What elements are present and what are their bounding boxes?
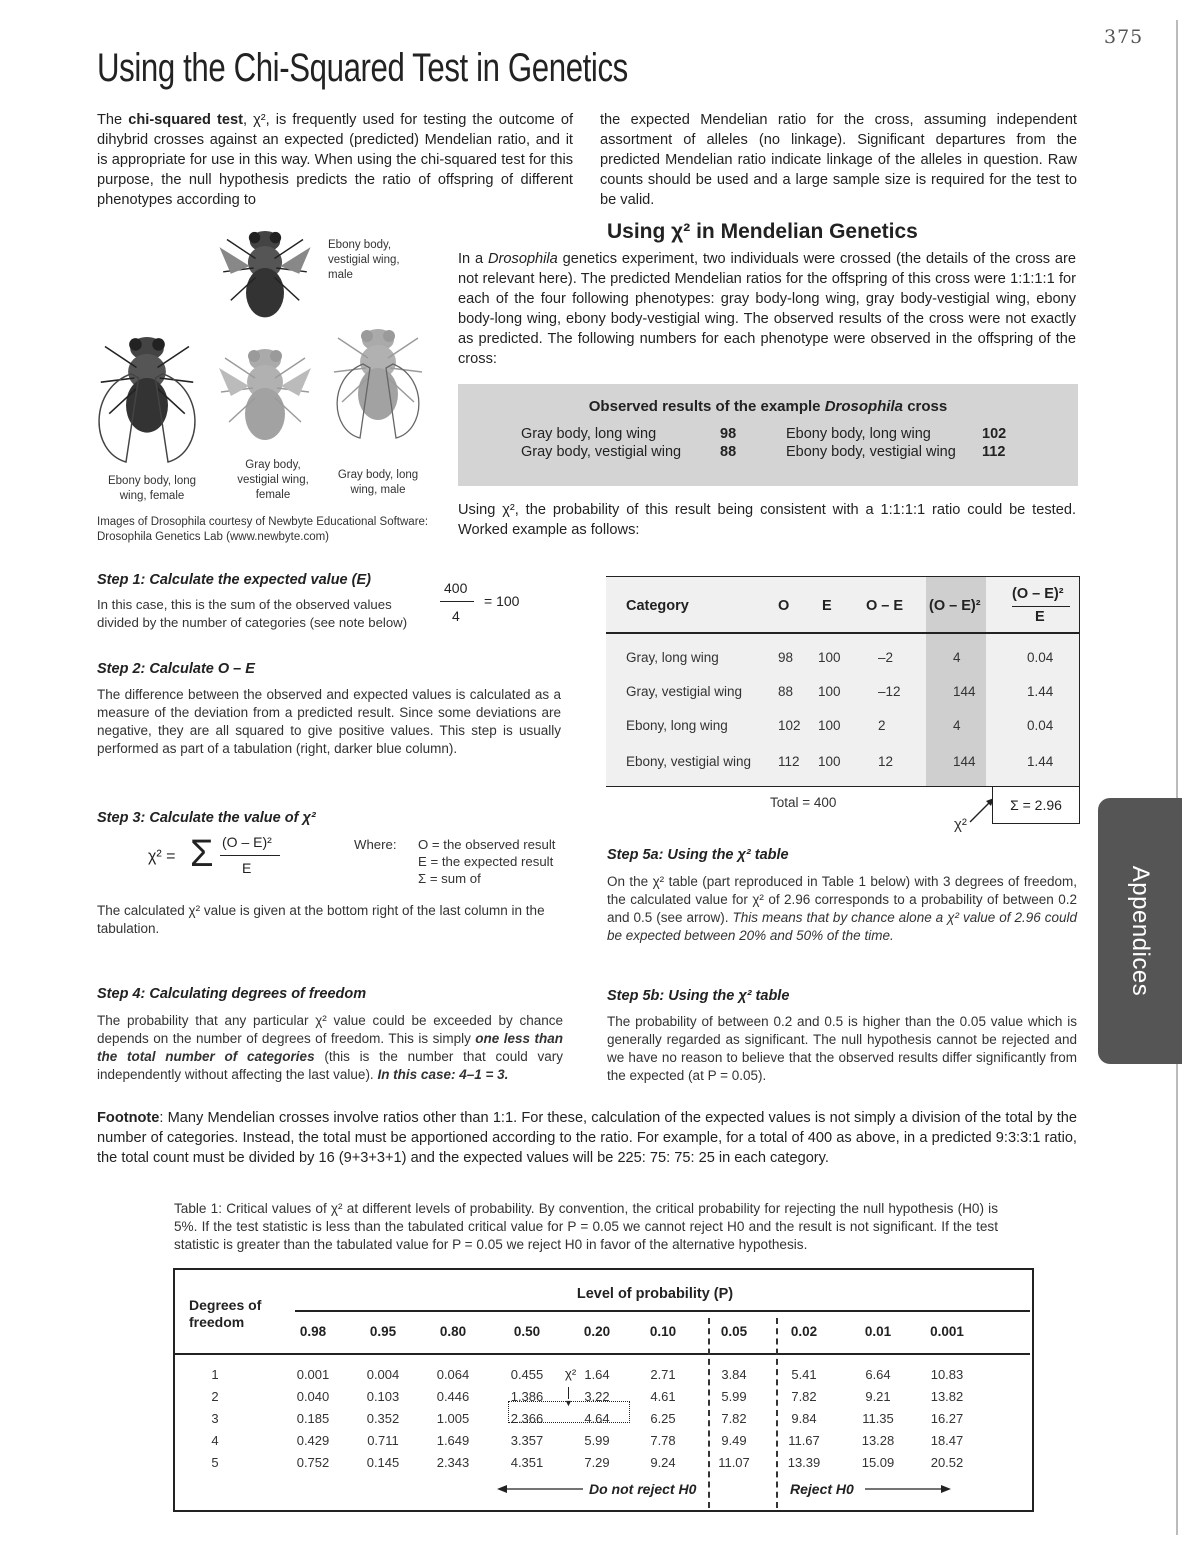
do-not-reject-arrow [495, 1482, 585, 1496]
df-cell: 2 [211, 1389, 219, 1404]
df-cell: 1 [211, 1367, 219, 1382]
formula-lhs: χ² = [148, 848, 176, 865]
critical-value-cell: 7.82 [791, 1389, 817, 1404]
step2-text: The difference between the observed and expected values is calculated as a measure of the deviation from a predicted result. Since some deviations are negative, they are all squared to give positive values. This step is usually performed as part of a tabulation (right, darker blue column). [97, 687, 561, 756]
critical-value-cell: 5.99 [721, 1389, 747, 1404]
calc-cell-o-minus-e: –2 [878, 650, 894, 665]
step2-title: Step 2: Calculate O – E [97, 661, 255, 677]
fly-gray-vestigial-female [219, 349, 311, 440]
sigma-symbol: Σ [190, 833, 214, 875]
page-number: 375 [1104, 26, 1144, 48]
critical-value-cell: 0.711 [367, 1433, 399, 1448]
calc-cell-e: 100 [818, 650, 841, 665]
critical-value-cell: 6.64 [865, 1367, 891, 1382]
critical-value-cell: 3.22 [584, 1389, 610, 1404]
chi-marker-arrowhead: ▼ [564, 1398, 573, 1408]
calc-cell-category: Ebony, vestigial wing [626, 754, 752, 769]
calc-sum-box: Σ = 2.96 [992, 786, 1080, 824]
obs-value: 112 [982, 444, 1006, 460]
step5a-text: On the χ² table (part reproduced in Table 1 below) with 3 degrees of freedom, the calculated value for χ² of 2.96 corresponds to a probability of between 0.2 and 0.5 (see arrow). This means that by chance alone a χ² value of 2.96 could be expected between 20% and 50% of the time. [607, 874, 1078, 943]
critical-value-cell: 0.752 [296, 1455, 330, 1470]
column-header: 0.95 [369, 1324, 397, 1339]
formula-fraction-bar [220, 855, 280, 856]
column-header: 0.98 [299, 1324, 327, 1339]
critical-value-cell: 7.78 [650, 1433, 676, 1448]
calc-cell-o: 112 [778, 754, 800, 769]
step1-title: Step 1: Calculate the expected value (E) [97, 572, 371, 588]
fly-mid-label: Gray body, vestigial wing, female [237, 459, 309, 501]
calc-cell-category: Ebony, long wing [626, 718, 728, 733]
critical-value-cell: 20.52 [930, 1455, 964, 1470]
reject-label: Reject H0 [790, 1481, 854, 1497]
step1-text: In this case, this is the sum of the observed values divided by the number of categories (see note below) [97, 597, 408, 630]
step1-numerator: 400 [444, 580, 468, 596]
step1-denominator: 4 [452, 608, 460, 624]
table1-caption: Table 1: Critical values of χ² at different levels of probability. By convention, the critical probability for rejecting the null hypothesis (H0) is 5%. If the test statistic is less than the tabulated critical value for P = 0.05 we cannot reject H0 and the result is not significant. If the test statistic is greater than the tabulated value for P = 0.05 we reject H0 in favor of the alternative hypothesis. [174, 1201, 998, 1252]
critical-value-cell: 2.71 [650, 1367, 676, 1382]
critical-value-cell: 0.103 [366, 1389, 400, 1404]
calc-cell-o-minus-e: –12 [878, 684, 901, 699]
critical-value-cell: 0.040 [296, 1389, 330, 1404]
critical-value-cell: 3.357 [510, 1433, 544, 1448]
critical-value-cell: 0.185 [296, 1411, 330, 1426]
critical-value-cell: 0.001 [296, 1367, 330, 1382]
critical-value-cell: 9.21 [865, 1389, 891, 1404]
critical-value-cell: 3.84 [721, 1367, 747, 1382]
fly-ebony-long-female [99, 337, 195, 462]
mendel-paragraph-2: Using χ², the probability of this result being consistent with a 1:1:1:1 ratio could be tested. Worked example as follows: [458, 502, 1076, 538]
p005-right-divider [776, 1318, 778, 1508]
df-cell: 5 [211, 1455, 219, 1470]
calc-chi-label: χ² [954, 816, 967, 833]
step5a-title: Step 5a: Using the χ² table [607, 847, 789, 863]
column-header: 0.20 [583, 1324, 611, 1339]
calc-cell-chi: 1.44 [1027, 754, 1054, 769]
column-header: 0.10 [649, 1324, 677, 1339]
fly-gray-long-male [334, 329, 422, 438]
critical-value-cell: 0.429 [296, 1433, 330, 1448]
critical-value-cell: 0.145 [366, 1455, 400, 1470]
critical-value-cell: 13.39 [787, 1455, 821, 1470]
critical-value-cell: 13.82 [930, 1389, 964, 1404]
page-title: Using the Chi-Squared Test in Genetics [97, 46, 628, 90]
obs-value: 98 [720, 426, 737, 442]
obs-label: Ebony body, long wing [786, 426, 931, 442]
critical-values-table [173, 1268, 1034, 1512]
step5b-title: Step 5b: Using the χ² table [607, 988, 790, 1004]
obs-label: Gray body, long wing [521, 426, 657, 442]
calc-cell-squared: 144 [953, 754, 976, 769]
calc-cell-category: Gray, long wing [626, 650, 719, 665]
step4-title: Step 4: Calculating degrees of freedom [97, 986, 367, 1002]
calc-cell-o: 102 [778, 718, 801, 733]
column-header: 0.01 [864, 1324, 892, 1339]
calc-header-chi-num: (O – E)² [1012, 586, 1064, 602]
critical-value-cell: 11.67 [788, 1433, 820, 1448]
critical-value-cell: 5.99 [584, 1433, 610, 1448]
calc-cell-squared: 4 [953, 650, 961, 665]
df-cell: 4 [211, 1433, 219, 1448]
chi-marker: χ² [565, 1366, 577, 1381]
calc-cell-o-minus-e: 2 [878, 718, 886, 733]
critical-value-cell: 9.84 [791, 1411, 817, 1426]
obs-label: Ebony body, vestigial wing [786, 444, 956, 460]
critical-value-cell: 13.28 [861, 1433, 895, 1448]
column-header: 0.05 [720, 1324, 748, 1339]
critical-value-cell: 6.25 [650, 1411, 676, 1426]
def-sum: Σ = sum of [418, 871, 481, 886]
footnote: Footnote: Many Mendelian crosses involve ratios other than 1:1. For these, calculation of the expected values is not simply a division of the total by the number of categories. Instead, the total must be apportioned according to the ratio. For example, for a total of 400 as above, in a predicted 9:3:3:1 ratio, the total count must be divided by 16 (9+3+3+1) and the expected values will be 225: 75: 75: 25 in each category. [97, 1110, 1077, 1166]
fly-right-label: Gray body, long wing, male [337, 469, 419, 496]
column-header: 0.80 [439, 1324, 467, 1339]
critical-value-cell: 1.649 [436, 1433, 470, 1448]
step3-text: The calculated χ² value is given at the bottom right of the last column in the tabulation. [97, 903, 545, 936]
critical-value-cell: 0.352 [366, 1411, 400, 1426]
critical-value-cell: 4.64 [584, 1411, 610, 1426]
obs-value: 102 [982, 426, 1007, 442]
calc-header-category: Category [626, 598, 689, 614]
mendel-paragraph: In a Drosophila genetics experiment, two individuals were crossed (the details of the cross are not relevant here). The predicted Mendelian ratios for the offspring of this cross were 1:1:1:1 for each of the four following phenotypes: gray body-long wing, gray body-vestigial wing, ebony body-long wing, ebony body-vestigial wing. The observed results of the cross were not exactly as predicted. The following numbers for each phenotype were observed in the offspring of the cross: [458, 251, 1077, 367]
calc-cell-o-minus-e: 12 [878, 754, 894, 769]
calc-cell-chi: 0.04 [1027, 650, 1054, 665]
critical-value-cell: 18.47 [930, 1433, 964, 1448]
obs-label: Gray body, vestigial wing [521, 444, 682, 460]
formula-numerator: (O – E)² [222, 834, 272, 850]
obs-value: 88 [720, 444, 737, 460]
level-rule [295, 1310, 1030, 1312]
calc-table-right-rule [1079, 576, 1080, 786]
step3-title: Step 3: Calculate the value of χ² [97, 810, 316, 826]
calc-cell-squared: 4 [953, 718, 961, 733]
column-header: 0.02 [790, 1324, 818, 1339]
critical-value-cell: 5.41 [791, 1367, 817, 1382]
critical-value-cell: 9.24 [650, 1455, 676, 1470]
critical-value-cell: 16.27 [930, 1411, 964, 1426]
step4-text: The probability that any particular χ² value could be exceeded by chance depends on the number of degrees of freedom. This is simply one less than the total number of categories (this is the number that could vary independently without affecting the last value). In this case: 4–1 = 3. [97, 1013, 564, 1082]
critical-value-cell: 0.064 [436, 1367, 470, 1382]
calc-header-e: E [822, 598, 832, 614]
fly-left-label: Ebony body, long wing, female [107, 475, 197, 502]
mendel-heading: Using χ² in Mendelian Genetics [607, 220, 918, 243]
calc-header-o-minus-e: O – E [866, 598, 904, 614]
do-not-reject-label: Do not reject H0 [589, 1481, 697, 1497]
calc-cell-o: 98 [778, 650, 794, 665]
critical-value-cell: 7.29 [584, 1455, 610, 1470]
critical-value-cell: 2.366 [510, 1411, 544, 1426]
calc-cell-chi: 1.44 [1027, 684, 1054, 699]
calc-table-top-rule [606, 576, 1080, 577]
intro-right-paragraph: the expected Mendelian ratio for the cross, assuming independent assortment of alleles (no linkage). Significant departures from the predicted Mendelian ratio indicate linkage of the alleles in question. Raw counts should be used and a large sample size is required for the test to be valid. [600, 112, 1077, 208]
calc-header-o: O [778, 598, 790, 614]
calc-cell-chi: 0.04 [1027, 718, 1054, 733]
critical-value-cell: 4.351 [510, 1455, 544, 1470]
column-header: 0.001 [930, 1324, 964, 1339]
page-edge-rule [1176, 20, 1178, 1535]
image-credit: Images of Drosophila courtesy of Newbyte Educational Software: Drosophila Genetics Lab (www.newbyte.com) [97, 516, 429, 543]
critical-value-cell: 7.82 [721, 1411, 747, 1426]
critical-value-cell: 0.004 [366, 1367, 400, 1382]
calc-cell-e: 100 [818, 684, 841, 699]
step1-fraction-bar [440, 601, 474, 602]
critical-value-cell: 1.005 [436, 1411, 470, 1426]
calc-header-squared: (O – E)² [929, 598, 981, 614]
step5b-text: The probability of between 0.2 and 0.5 is higher than the 0.05 value which is generally regarded as significant. The null hypothesis cannot be rejected and we have no reason to believe that the observed results differ significantly from the expected (at P = 0.05). [607, 1014, 1077, 1083]
fly-ebony-vestigial-male [219, 231, 310, 317]
header-rule [175, 1353, 1030, 1355]
critical-value-cell: 0.446 [436, 1389, 470, 1404]
critical-value-cell: 11.35 [862, 1411, 894, 1426]
calc-cell-e: 100 [818, 754, 841, 769]
calc-total: Total = 400 [770, 795, 837, 810]
where-label: Where: [354, 837, 397, 852]
critical-value-cell: 15.09 [861, 1455, 895, 1470]
critical-value-cell: 0.455 [510, 1367, 544, 1382]
def-expected: E = the expected result [418, 854, 554, 869]
fly-top-label: Ebony body, vestigial wing, male [328, 239, 400, 281]
critical-value-cell: 1.386 [510, 1389, 544, 1404]
def-observed: O = the observed result [418, 837, 556, 852]
critical-value-cell: 2.343 [436, 1455, 470, 1470]
critical-value-cell: 9.49 [721, 1433, 747, 1448]
level-header: Level of probability (P) [576, 1286, 734, 1302]
calc-cell-e: 100 [818, 718, 841, 733]
critical-value-cell: 1.64 [584, 1367, 610, 1382]
calc-header-fraction-bar [1012, 606, 1070, 607]
critical-value-cell: 11.07 [718, 1455, 750, 1470]
observed-results-title: Observed results of the example Drosophila cross [588, 398, 948, 415]
step1-result: = 100 [484, 593, 520, 609]
calc-header-chi-den: E [1035, 609, 1045, 625]
appendices-tab[interactable] [1098, 798, 1182, 1064]
formula-denominator: E [242, 860, 252, 876]
column-header: 0.50 [513, 1324, 541, 1339]
calc-cell-squared: 144 [953, 684, 976, 699]
df-cell: 3 [211, 1411, 219, 1426]
critical-value-cell: 10.83 [930, 1367, 964, 1382]
observed-results-box [458, 384, 1078, 486]
p005-left-divider [708, 1318, 710, 1508]
calc-cell-o: 88 [778, 684, 794, 699]
critical-value-cell: 4.61 [650, 1389, 676, 1404]
intro-left-paragraph: The chi-squared test, χ², is frequently used for testing the outcome of dihybrid crosses against an expected (predicted) Mendelian ratio, and it is appropriate for use in this way. When using the chi-squared test for this purpose, the null hypothesis predicts the ratio of offspring of different phenotypes according to [97, 112, 574, 208]
calc-table-header-rule [606, 632, 1080, 634]
calc-cell-category: Gray, vestigial wing [626, 684, 743, 699]
reject-arrow [863, 1482, 953, 1496]
appendices-tab-label: Appendices [1127, 865, 1154, 997]
df-header: Degrees of freedom [189, 1297, 262, 1330]
